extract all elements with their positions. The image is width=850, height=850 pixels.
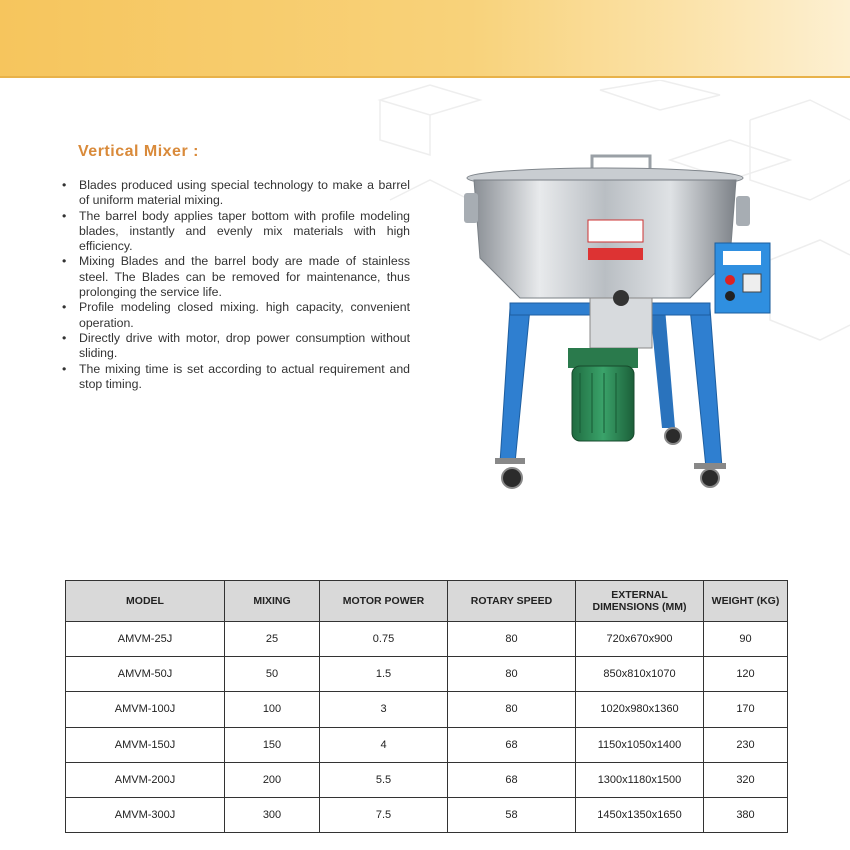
cell-model: AMVM-300J [66, 797, 225, 832]
spec-table [65, 580, 788, 833]
feature-item: • The mixing time is set according to actual requirement and stop timing. [62, 362, 410, 393]
cell-motor-power: 3 [320, 692, 448, 727]
feature-item: • The barrel body applies taper bottom with profile modeling blades, instantly and evenly mix materials with high efficiency. [62, 209, 410, 255]
cell-rotary-speed: 68 [448, 727, 576, 762]
header-weight: WEIGHT (KG) [704, 581, 788, 622]
cell-motor-power: 1.5 [320, 657, 448, 692]
cell-motor-power: 7.5 [320, 797, 448, 832]
cell-dimensions: 720x670x900 [576, 622, 704, 657]
header-rotary-speed: ROTARY SPEED [448, 581, 576, 622]
table-row [66, 797, 788, 832]
header-model: MODEL [66, 581, 225, 622]
cell-mixing: 200 [225, 762, 320, 797]
cell-weight: 90 [704, 622, 788, 657]
cell-dimensions: 1450x1350x1650 [576, 797, 704, 832]
cell-mixing: 100 [225, 692, 320, 727]
feature-list [62, 178, 410, 392]
table-row [66, 622, 788, 657]
cell-model: AMVM-50J [66, 657, 225, 692]
feature-item: • Blades produced using special technology to make a barrel of uniform material mixing. [62, 178, 410, 209]
cell-rotary-speed: 80 [448, 657, 576, 692]
cell-rotary-speed: 80 [448, 692, 576, 727]
header-motor-power: MOTOR POWER [320, 581, 448, 622]
cell-weight: 120 [704, 657, 788, 692]
cell-mixing: 150 [225, 727, 320, 762]
feature-item: • Profile modeling closed mixing. high capacity, convenient operation. [62, 300, 410, 331]
cell-mixing: 25 [225, 622, 320, 657]
cell-weight: 320 [704, 762, 788, 797]
feature-item: • Directly drive with motor, drop power consumption without sliding. [62, 331, 410, 362]
page-title: Vertical Mixer : [78, 143, 199, 160]
cell-dimensions: 1300x1180x1500 [576, 762, 704, 797]
cell-dimensions: 1150x1050x1400 [576, 727, 704, 762]
cell-motor-power: 5.5 [320, 762, 448, 797]
cell-weight: 230 [704, 727, 788, 762]
table-row [66, 692, 788, 727]
header-band [0, 0, 850, 78]
cell-dimensions: 1020x980x1360 [576, 692, 704, 727]
cell-weight: 380 [704, 797, 788, 832]
cell-mixing: 50 [225, 657, 320, 692]
header-external-dimensions: EXTERNAL DIMENSIONS (MM) [576, 581, 704, 622]
table-row [66, 657, 788, 692]
header-mixing: MIXING [225, 581, 320, 622]
cell-rotary-speed: 80 [448, 622, 576, 657]
cell-model: AMVM-25J [66, 622, 225, 657]
cell-motor-power: 0.75 [320, 622, 448, 657]
vertical-mixer-photo [460, 148, 780, 498]
cell-weight: 170 [704, 692, 788, 727]
cell-mixing: 300 [225, 797, 320, 832]
cell-model: AMVM-150J [66, 727, 225, 762]
cell-motor-power: 4 [320, 727, 448, 762]
table-row [66, 762, 788, 797]
cell-rotary-speed: 68 [448, 762, 576, 797]
cell-model: AMVM-200J [66, 762, 225, 797]
table-header-row [66, 581, 788, 622]
cell-rotary-speed: 58 [448, 797, 576, 832]
cell-model: AMVM-100J [66, 692, 225, 727]
feature-item: • Mixing Blades and the barrel body are made of stainless steel. The Blades can be removed for maintenance, thus prolonging the service life. [62, 254, 410, 300]
cell-dimensions: 850x810x1070 [576, 657, 704, 692]
table-row [66, 727, 788, 762]
